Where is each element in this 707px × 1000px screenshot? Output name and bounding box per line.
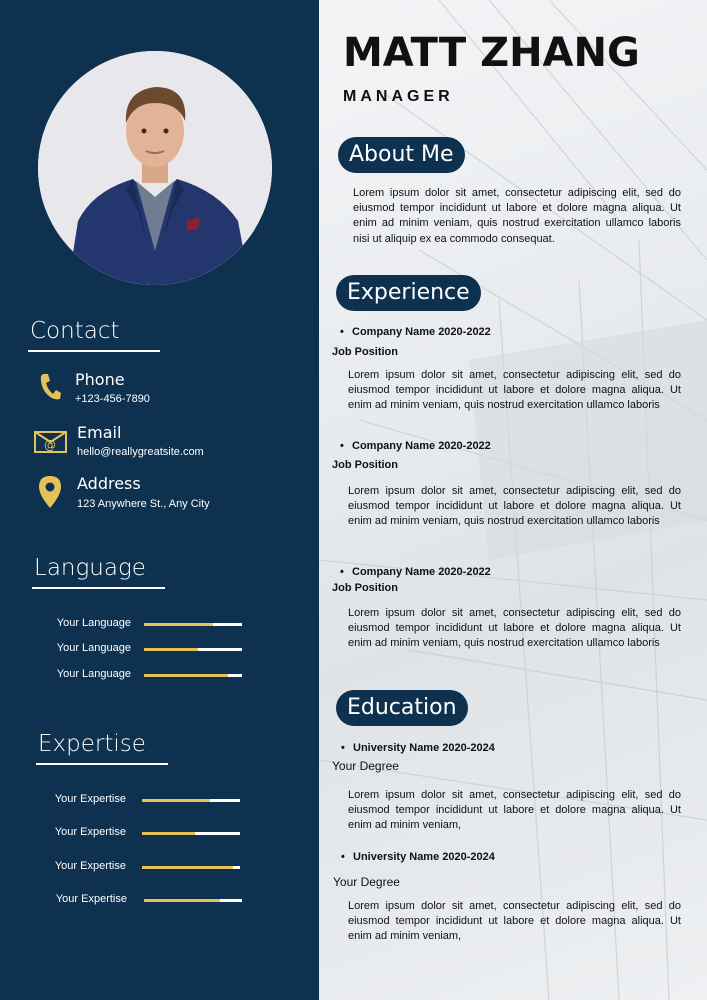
education-2-university: • University Name 2020-2024 bbox=[353, 851, 495, 863]
language-bar-1 bbox=[144, 623, 242, 626]
contact-address-label: Address bbox=[77, 474, 141, 493]
expertise-bar-1-fill bbox=[142, 799, 210, 802]
education-1-text: Lorem ipsum dolor sit amet, consectetur adipiscing elit, sed do eiusmod tempor incididunt ut labore et dolore magna aliqua. Ut enim ad minim veniam, bbox=[348, 789, 681, 832]
expertise-label-1: Your Expertise bbox=[54, 793, 126, 805]
about-heading: About Me bbox=[338, 137, 465, 173]
language-heading: Language bbox=[34, 555, 146, 581]
phone-icon bbox=[38, 372, 62, 407]
location-pin-icon bbox=[38, 475, 62, 514]
education-2-degree: Your Degree bbox=[333, 875, 400, 889]
svg-text:@: @ bbox=[44, 438, 56, 452]
contact-heading: Contact bbox=[30, 318, 120, 344]
expertise-bar-1 bbox=[142, 799, 240, 802]
language-label-3: Your Language bbox=[56, 668, 131, 680]
profile-photo bbox=[38, 51, 272, 285]
education-heading: Education bbox=[336, 690, 468, 726]
contact-heading-rule bbox=[28, 350, 160, 352]
experience-2-company: • Company Name 2020-2022 bbox=[352, 440, 491, 452]
experience-3-company: • Company Name 2020-2022 bbox=[352, 566, 491, 578]
experience-1-text: Lorem ipsum dolor sit amet, consectetur adipiscing elit, sed do eiusmod tempor incididunt ut labore et dolore magna aliqua. Ut enim ad minim veniam, quis nostrud exercitation ullamco laboris bbox=[348, 369, 681, 412]
contact-phone-value[interactable]: +123-456-7890 bbox=[75, 393, 150, 405]
expertise-bar-3-fill bbox=[142, 866, 233, 869]
expertise-label-2: Your Expertise bbox=[54, 826, 126, 838]
expertise-bar-3 bbox=[142, 866, 240, 869]
language-bar-3-fill bbox=[144, 674, 228, 677]
language-heading-rule bbox=[32, 587, 165, 589]
contact-address-value: 123 Anywhere St., Any City bbox=[77, 498, 210, 510]
experience-1-position: Job Position bbox=[332, 346, 398, 358]
language-label-1: Your Language bbox=[56, 617, 131, 629]
language-label-2: Your Language bbox=[56, 642, 131, 654]
expertise-heading: Expertise bbox=[38, 731, 146, 757]
person-portrait-image bbox=[38, 51, 272, 285]
expertise-bar-2-fill bbox=[142, 832, 195, 835]
education-2-text: Lorem ipsum dolor sit amet, consectetur adipiscing elit, sed do eiusmod tempor incididunt ut labore et dolore magna aliqua. Ut enim ad minim veniam, bbox=[348, 900, 681, 943]
education-1-university: • University Name 2020-2024 bbox=[353, 742, 495, 754]
experience-3-text: Lorem ipsum dolor sit amet, consectetur adipiscing elit, sed do eiusmod tempor incididunt ut labore et dolore magna aliqua. Ut enim ad minim veniam, quis nostrud exercitation ullamco laboris bbox=[348, 607, 681, 650]
email-icon bbox=[34, 431, 67, 458]
language-bar-2 bbox=[144, 648, 242, 651]
sidebar bbox=[0, 0, 319, 1000]
language-bar-3 bbox=[144, 674, 242, 677]
experience-3-position: Job Position bbox=[332, 582, 398, 594]
job-title: MANAGER bbox=[343, 88, 454, 105]
expertise-bar-4-fill bbox=[144, 899, 220, 902]
contact-email-label: Email bbox=[77, 423, 122, 442]
expertise-bar-2 bbox=[142, 832, 240, 835]
expertise-label-4: Your Expertise bbox=[55, 893, 127, 905]
language-bar-2-fill bbox=[144, 648, 198, 651]
language-bar-1-fill bbox=[144, 623, 213, 626]
experience-2-position: Job Position bbox=[332, 459, 398, 471]
contact-email-value[interactable]: hello@reallygreatsite.com bbox=[77, 446, 204, 458]
person-name: MATT ZHANG bbox=[343, 30, 640, 76]
experience-1-company: • Company Name 2020-2022 bbox=[352, 326, 491, 338]
contact-phone-label: Phone bbox=[75, 370, 125, 389]
about-text: Lorem ipsum dolor sit amet, consectetur adipiscing elit, sed do eiusmod tempor incididunt ut labore et dolore magna aliqua. Ut enim ad minim veniam, quis nostrud exercitation ullamco laboris nisi ut aliquip ex ea commodo consequat. bbox=[353, 187, 681, 245]
experience-heading: Experience bbox=[336, 275, 481, 311]
education-1-degree: Your Degree bbox=[332, 759, 399, 773]
expertise-bar-4 bbox=[144, 899, 242, 902]
expertise-heading-rule bbox=[36, 763, 168, 765]
expertise-label-3: Your Expertise bbox=[54, 860, 126, 872]
experience-2-text: Lorem ipsum dolor sit amet, consectetur adipiscing elit, sed do eiusmod tempor incididunt ut labore et dolore magna aliqua. Ut enim ad minim veniam, quis nostrud exercitation ullamco laboris bbox=[348, 485, 681, 528]
